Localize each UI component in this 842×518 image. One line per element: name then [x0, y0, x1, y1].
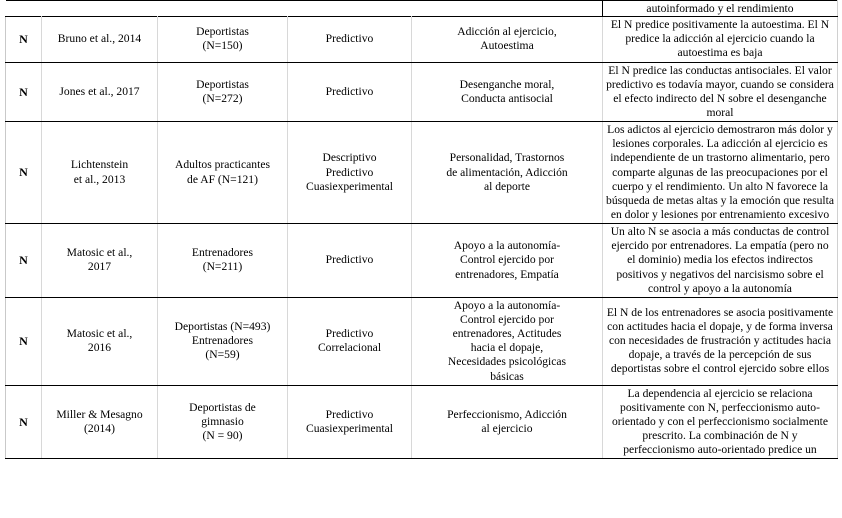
- variable-line: Adicción al ejercicio,: [457, 25, 557, 39]
- cell-findings: La dependencia al ejercicio se relaciona positivamente con N, perfeccionismo auto-orientado y con el perfeccionismo socialmente prescrito. La combinación de N y perfeccionismo auto-orientado predice un: [603, 385, 838, 459]
- cell-findings: El N predice positivamente la autoestima. El N predice la adicción al ejercicio cuando la autoestima es baja: [603, 17, 838, 62]
- variable-line: Perfeccionismo, Adicción: [447, 407, 567, 421]
- variable-line: entrenadores, Empatía: [455, 267, 559, 281]
- design-line: Predictivo: [325, 165, 374, 179]
- cell-code: [6, 1, 42, 17]
- cell-author: [42, 297, 158, 385]
- variable-line: al ejercicio: [481, 422, 533, 435]
- design-line: Predictivo: [325, 407, 374, 421]
- table-row: [6, 122, 838, 224]
- variable-line: Control ejercido por: [459, 312, 554, 326]
- variable-line: Control ejercido por: [459, 253, 554, 267]
- table-row: [6, 62, 838, 122]
- cell-variables: [412, 297, 603, 385]
- sample-line: (N = 90): [202, 429, 243, 443]
- table-row-continuation: [6, 1, 838, 17]
- sample-line: Entrenadores: [191, 246, 254, 260]
- cell-code: N: [6, 224, 42, 298]
- design-line: Predictivo: [325, 327, 374, 341]
- variable-line: hacia el dopaje,: [470, 341, 544, 355]
- author-line: Matosic et al.,: [66, 327, 133, 341]
- author-line: Lichtenstein: [70, 158, 129, 172]
- variable-line: Apoyo a la autonomía-: [453, 298, 561, 312]
- sample-line: gimnasio: [201, 414, 244, 428]
- cell-findings-continuation: autoinformado y el rendimiento: [603, 1, 838, 17]
- variable-line: Necesidades psicológicas: [447, 355, 567, 369]
- sample-line: (N=272): [202, 91, 243, 105]
- design-line: Predictivo: [325, 32, 374, 46]
- sample-line: (N=211): [202, 260, 243, 274]
- cell-variables: [412, 1, 603, 17]
- cell-sample: [158, 1, 288, 17]
- design-line: Predictivo: [325, 253, 374, 267]
- cell-author: [42, 385, 158, 459]
- cell-design: [288, 1, 412, 17]
- author-line: 2016: [87, 341, 112, 355]
- cell-design: [288, 224, 412, 298]
- variable-line: Conducta antisocial: [461, 91, 553, 105]
- cell-design: [288, 62, 412, 122]
- cell-findings: Los adictos al ejercicio demostraron más dolor y lesiones corporales. La adicción al ejercicio es independiente de un trastorno alimentario, pero comparte algunas de las preocupaciones por el cuerpo y el rendimiento. Un alto N favorece la búsqueda de metas altas y la emoción que resulta en dolor y lesiones por entrenamiento excesivo: [603, 122, 838, 224]
- cell-author: [42, 1, 158, 17]
- table-row: [6, 224, 838, 298]
- author-line: Miller & Mesagno: [56, 407, 143, 421]
- design-line: Descriptivo: [322, 151, 377, 165]
- author-line: (2014): [84, 422, 115, 435]
- cell-variables: [412, 385, 603, 459]
- cell-sample: [158, 122, 288, 224]
- cell-author: Jones et al., 2017: [42, 62, 158, 122]
- sample-line: (N=150): [202, 39, 243, 53]
- variable-line: Autoestima: [480, 39, 534, 53]
- sample-line: (N=59): [205, 348, 240, 362]
- review-table: [5, 0, 838, 459]
- cell-variables: [412, 122, 603, 224]
- cell-design: [288, 297, 412, 385]
- cell-code: N: [6, 122, 42, 224]
- design-line: Predictivo: [325, 84, 374, 98]
- table-body: [6, 1, 838, 459]
- cell-sample: [158, 17, 288, 62]
- sample-line: Deportistas: [196, 77, 249, 91]
- cell-code: N: [6, 385, 42, 459]
- cell-findings: Un alto N se asocia a más conductas de control ejercido por entrenadores. La empatía (pero no el dominio) media los efectos indirectos positivos y negativos del narcisismo sobre el control y apoyo a la autonomía: [603, 224, 838, 298]
- sample-line: Deportistas: [196, 25, 249, 39]
- design-line: Cuasiexperimental: [306, 179, 393, 193]
- cell-code: N: [6, 17, 42, 62]
- cell-sample: [158, 297, 288, 385]
- cell-sample: [158, 62, 288, 122]
- cell-variables: [412, 224, 603, 298]
- cell-sample: [158, 385, 288, 459]
- variable-line: Personalidad, Trastornos: [449, 151, 565, 165]
- table-row: [6, 297, 838, 385]
- cell-code: N: [6, 62, 42, 122]
- cell-findings: El N de los entrenadores se asocia positivamente con actitudes hacia el dopaje, y de forma inversa con necesidades de frustración y actitudes hacia dopaje, a través de la percepción de sus deportistas sobre el control ejercido sobre ellos: [603, 297, 838, 385]
- author-line: 2017: [87, 260, 112, 274]
- cell-variables: [412, 62, 603, 122]
- author-line: Matosic et al.,: [66, 246, 133, 260]
- variable-line: básicas: [490, 369, 524, 383]
- variable-line: al deporte: [483, 179, 531, 193]
- variable-line: de alimentación, Adicción: [446, 165, 568, 179]
- sample-line: Deportistas (N=493): [174, 320, 271, 334]
- cell-author: Bruno et al., 2014: [42, 17, 158, 62]
- variable-line: Apoyo a la autonomía-: [453, 239, 561, 253]
- variable-line: Desenganche moral,: [459, 77, 555, 91]
- author-line: et al., 2013: [73, 172, 126, 186]
- design-line: Correlacional: [317, 341, 382, 355]
- design-line: Cuasiexperimental: [306, 422, 393, 435]
- cell-author: [42, 122, 158, 224]
- cell-findings: El N predice las conductas antisociales. El valor predictivo es todavía mayor, cuando se considera el efecto indirecto del N sobre el desenganche moral: [603, 62, 838, 122]
- sample-line: Entrenadores: [191, 334, 254, 348]
- table-row: [6, 385, 838, 459]
- variable-line: entrenadores, Actitudes: [452, 327, 562, 341]
- cell-design: [288, 385, 412, 459]
- cell-code: N: [6, 297, 42, 385]
- cell-design: [288, 17, 412, 62]
- cell-author: [42, 224, 158, 298]
- sample-line: Deportistas de: [189, 400, 256, 414]
- cell-sample: [158, 224, 288, 298]
- table-row: [6, 17, 838, 62]
- sample-line: de AF (N=121): [187, 172, 258, 186]
- cell-design: [288, 122, 412, 224]
- cell-variables: [412, 17, 603, 62]
- sample-line: Adultos practicantes: [175, 158, 270, 172]
